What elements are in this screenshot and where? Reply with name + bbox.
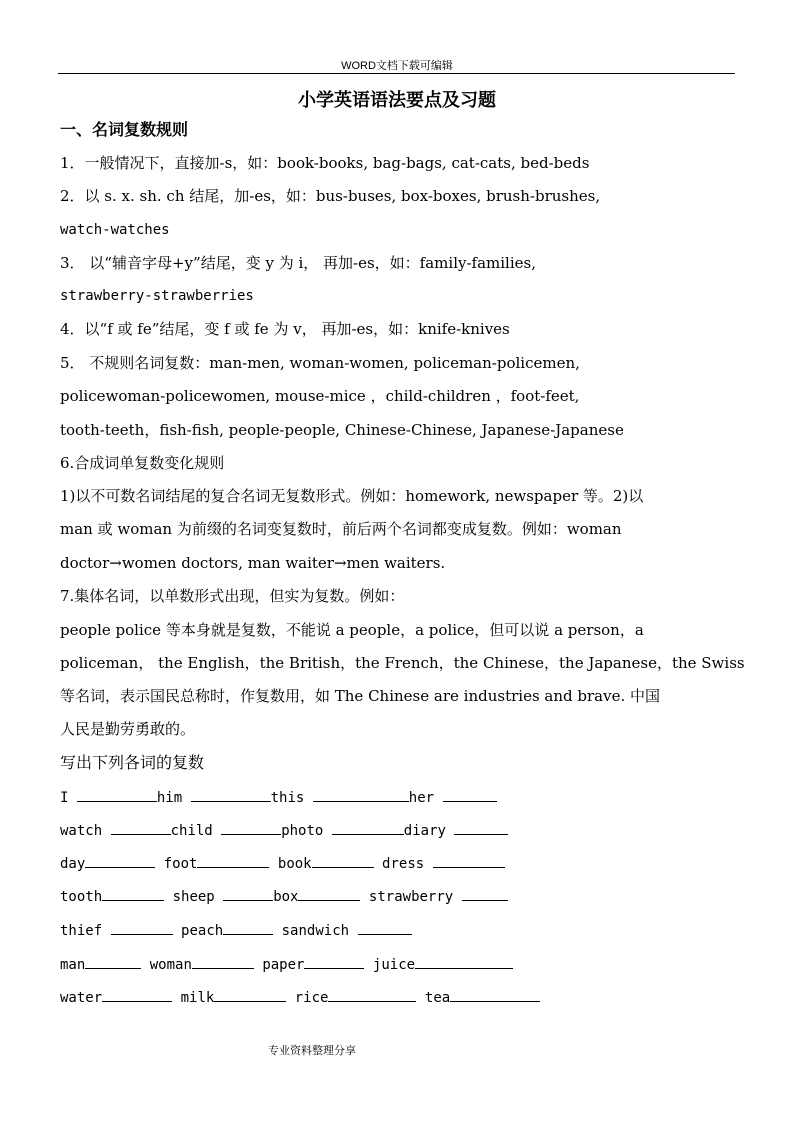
exercise-word: water (60, 990, 103, 1006)
answer-blank[interactable] (332, 820, 404, 835)
answer-blank[interactable] (328, 987, 416, 1002)
answer-blank[interactable] (298, 886, 360, 901)
document-title: 小学英语语法要点及习题 (298, 90, 496, 111)
answer-blank[interactable] (197, 853, 269, 868)
rule-line: 3． 以“辅音字母+y”结尾，变 y 为 i， 再加-es，如：family-families, (60, 254, 536, 272)
exercise-row (60, 954, 513, 975)
answer-blank[interactable] (223, 886, 273, 901)
rule-line: policeman， the English，the British，the French，the Chinese，the Japanese，the Swiss (60, 654, 745, 672)
exercise-word: child (170, 823, 213, 839)
exercise-word: peach (181, 923, 224, 939)
exercise-word: sheep (172, 889, 215, 905)
answer-blank[interactable] (313, 787, 409, 802)
answer-blank[interactable] (443, 787, 497, 802)
rule-line: 4．以“f 或 fe”结尾，变 f 或 fe 为 v， 再加-es，如：knife-knives (60, 320, 510, 338)
exercise-word: woman (149, 957, 192, 973)
exercise-row (60, 987, 540, 1008)
exercise-word: rice (294, 990, 329, 1006)
exercise-word: sandwich (281, 923, 350, 939)
page-header: WORD文档下载可编辑 (341, 60, 453, 72)
answer-blank[interactable] (433, 853, 505, 868)
exercise-word: dress (382, 856, 425, 872)
rule-line: tooth-teeth，fish-fish, people-people, Chinese-Chinese, Japanese-Japanese (60, 421, 624, 439)
rule-line: man 或 woman 为前缀的名词变复数时，前后两个名词都变成复数。例如：woman (60, 520, 622, 538)
answer-blank[interactable] (85, 954, 141, 969)
section-heading: 一、名词复数规则 (60, 120, 189, 139)
answer-blank[interactable] (102, 886, 164, 901)
exercise-row (60, 920, 412, 941)
answer-blank[interactable] (111, 820, 171, 835)
exercise-word: box (273, 889, 299, 905)
answer-blank[interactable] (214, 987, 286, 1002)
exercise-word: I (60, 790, 69, 806)
exercise-word: day (60, 856, 86, 872)
exercise-word: strawberry (368, 889, 454, 905)
answer-blank[interactable] (223, 920, 273, 935)
answer-blank[interactable] (312, 853, 374, 868)
exercise-word: man (60, 957, 86, 973)
exercise-heading: 写出下列各词的复数 (60, 753, 205, 772)
exercise-row (60, 820, 508, 841)
answer-blank[interactable] (191, 787, 271, 802)
rule-line: strawberry-strawberries (60, 288, 254, 304)
answer-blank[interactable] (85, 853, 155, 868)
exercise-word: this (270, 790, 305, 806)
rule-line: 1．一般情况下，直接加-s，如：book-books, bag-bags, cat-cats, bed-beds (60, 154, 590, 172)
answer-blank[interactable] (454, 820, 508, 835)
exercise-word: her (408, 790, 435, 806)
rule-line: 2．以 s. x. sh. ch 结尾，加-es，如：bus-buses, box-boxes, brush-brushes, (60, 187, 601, 205)
answer-blank[interactable] (462, 886, 508, 901)
exercise-row (60, 886, 508, 907)
exercise-row (60, 787, 497, 808)
exercise-word: photo (281, 823, 324, 839)
exercise-word: foot (163, 856, 198, 872)
rule-line: 人民是勤劳勇敢的。 (60, 720, 196, 738)
answer-blank[interactable] (415, 954, 513, 969)
exercise-word: watch (60, 823, 103, 839)
answer-blank[interactable] (221, 820, 281, 835)
rule-line: 7.集体名词，以单数形式出现，但实为复数。例如： (60, 587, 405, 605)
rule-line: watch-watches (60, 222, 170, 238)
rule-line: 5． 不规则名词复数：man-men, woman-women, policeman-policemen, (60, 354, 580, 372)
answer-blank[interactable] (304, 954, 364, 969)
exercise-word: tooth (60, 889, 103, 905)
header-divider (58, 73, 735, 74)
rule-line: 1)以不可数名词结尾的复合名词无复数形式。例如：homework, newspaper 等。2)以 (60, 487, 644, 505)
answer-blank[interactable] (102, 987, 172, 1002)
answer-blank[interactable] (77, 787, 157, 802)
answer-blank[interactable] (111, 920, 173, 935)
rule-line: doctor→women doctors, man waiter→men waiters. (60, 554, 446, 572)
exercise-word: him (156, 790, 183, 806)
exercise-word: book (277, 856, 312, 872)
exercise-word: paper (262, 957, 305, 973)
answer-blank[interactable] (192, 954, 254, 969)
answer-blank[interactable] (450, 987, 540, 1002)
rule-line: policewoman-policewomen, mouse-mice ，child-children ，foot-feet, (60, 387, 580, 405)
answer-blank[interactable] (358, 920, 412, 935)
exercise-row (60, 853, 505, 874)
rule-line: 6.合成词单复数变化规则 (60, 454, 225, 472)
exercise-word: milk (180, 990, 215, 1006)
exercise-word: tea (424, 990, 451, 1006)
exercise-word: diary (403, 823, 446, 839)
rule-line: 等名词，表示国民总称时，作复数用，如 The Chinese are industries and brave. 中国 (60, 687, 660, 705)
page-footer: 专业资料整理分享 (268, 1045, 356, 1057)
exercise-word: juice (372, 957, 416, 973)
rule-line: people police 等本身就是复数，不能说 a people，a police，但可以说 a person，a (60, 621, 644, 639)
exercise-word: thief (60, 923, 103, 939)
